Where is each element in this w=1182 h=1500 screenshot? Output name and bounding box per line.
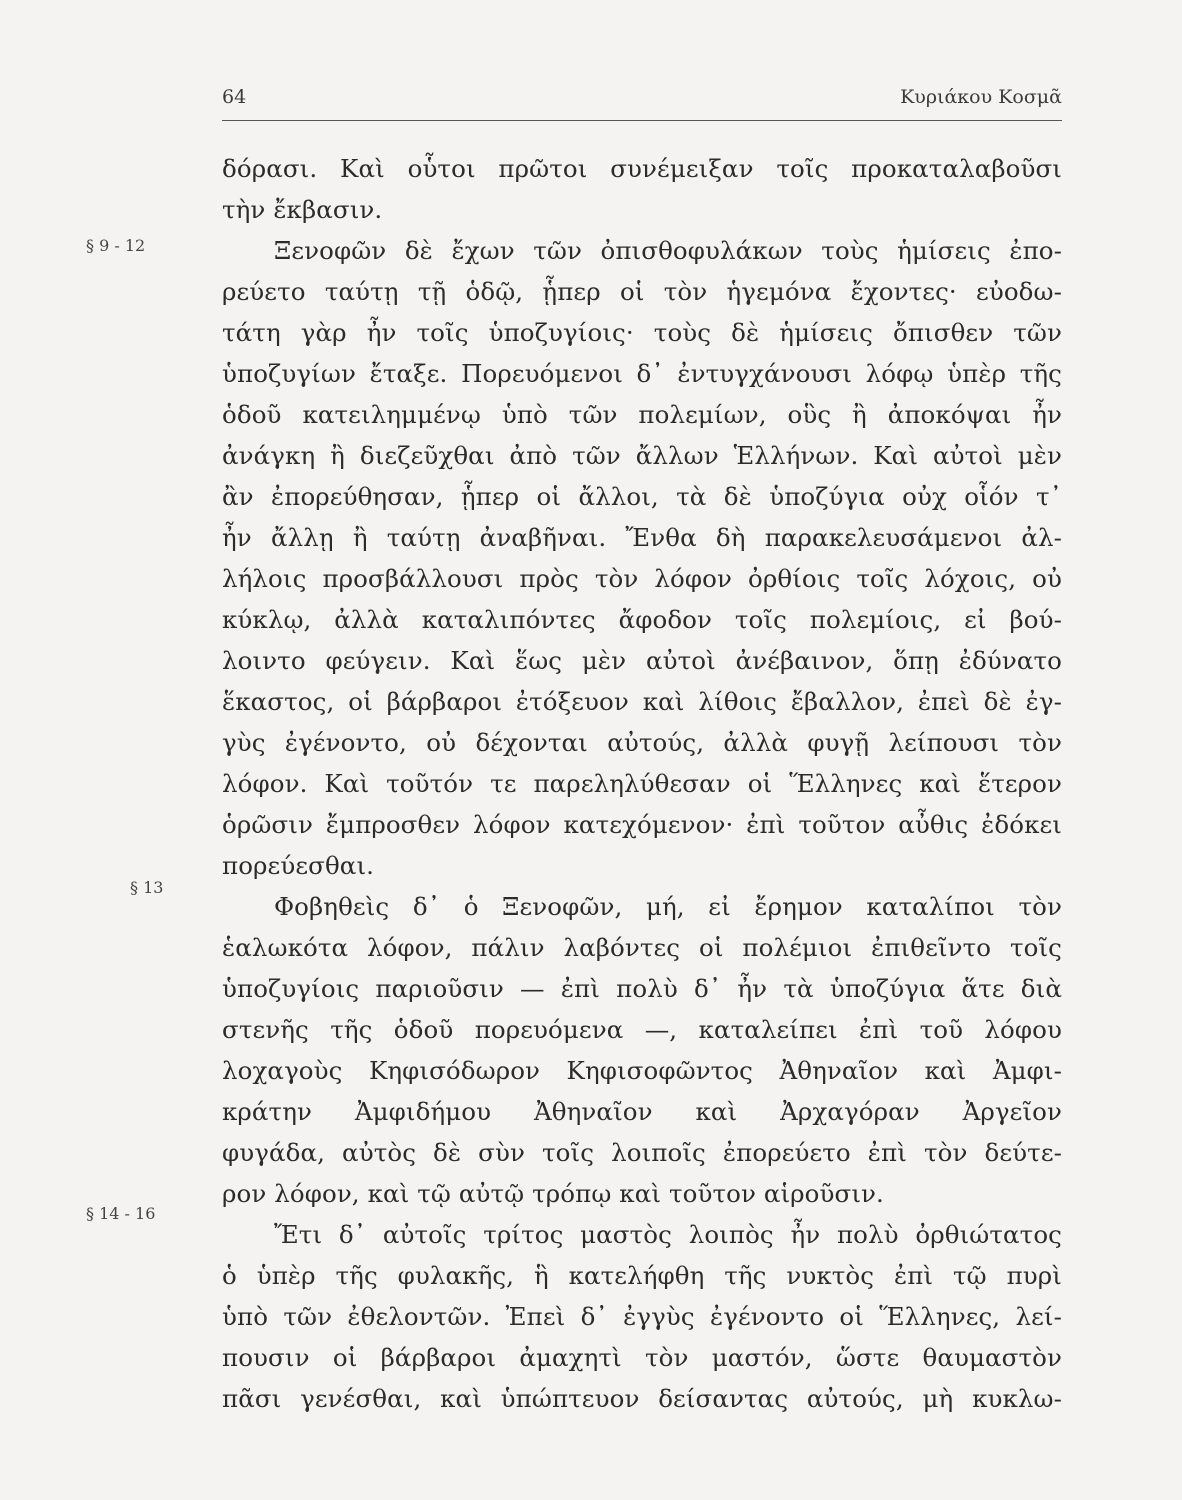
text-line: πορεύεσθαι. xyxy=(222,851,375,880)
text-line: ὁ ὑπὲρ τῆς φυλακῆς, ἣ κατελήφθη τῆς νυκτὸς ἐπὶ τῷ πυρὶ xyxy=(222,1261,1062,1290)
margin-note-section-9-12: § 9 - 12 xyxy=(86,236,146,255)
text-line: ἀνάγκη ἢ διεζεῦχθαι ἀπὸ τῶν ἄλλων Ἑλλήνων. Καὶ αὐτοὶ μὲν xyxy=(222,441,1062,470)
text-line: κράτην Ἀμφιδήμου Ἀθηναῖον καὶ Ἀρχαγόραν Ἀργεῖον xyxy=(222,1097,1062,1126)
text-line: πᾶσι γενέσθαι, καὶ ὑπώπτευον δείσαντας αὐτούς, μὴ κυκλω- xyxy=(222,1384,1062,1413)
margin-note-section-13: § 13 xyxy=(130,878,164,897)
text-line: ὁρῶσιν ἔμπροσθεν λόφον κατεχόμενον· ἐπὶ τοῦτον αὖθις ἐδόκει xyxy=(222,810,1062,839)
text-line: στενῆς τῆς ὁδοῦ πορευόμενα —, καταλείπει ἐπὶ τοῦ λόφου xyxy=(222,1015,1062,1044)
text-line: τάτη γὰρ ἦν τοῖς ὑποζυγίοις· τοὺς δὲ ἡμίσεις ὄπισθεν τῶν xyxy=(222,318,1062,347)
page-number: 64 xyxy=(222,86,247,108)
text-line: ἦν ἄλλῃ ἢ ταύτῃ ἀναβῆναι. Ἔνθα δὴ παρακελευσάμενοι ἀλ- xyxy=(222,523,1062,552)
page-header xyxy=(222,80,1062,121)
text-line: ρεύετο ταύτῃ τῇ ὁδῷ, ᾗπερ οἱ τὸν ἡγεμόνα ἔχοντες· εὐοδω- xyxy=(222,277,1062,306)
text-line: Ἔτι δ᾽ αὐτοῖς τρίτος μαστὸς λοιπὸς ἦν πολὺ ὀρθιώτατος xyxy=(274,1220,1062,1249)
text-line: δόρασι. Καὶ οὗτοι πρῶτοι συνέμειξαν τοῖς προκαταλαβοῦσι xyxy=(222,154,1062,183)
text-line: ἕκαστος, οἱ βάρβαροι ἐτόξευον καὶ λίθοις ἔβαλλον, ἐπεὶ δὲ ἐγ- xyxy=(222,687,1062,716)
running-head: Κυριάκου Κοσμᾶ xyxy=(900,86,1062,108)
text-line: λοχαγοὺς Κηφισόδωρον Κηφισοφῶντος Ἀθηναῖον καὶ Ἀμφι- xyxy=(222,1056,1062,1085)
text-line: Φοβηθεὶς δ᾽ ὁ Ξενοφῶν, μή, εἰ ἔρημον καταλίποι τὸν xyxy=(274,892,1062,921)
text-line: ὑποζυγίοις παριοῦσιν — ἐπὶ πολὺ δ᾽ ἦν τὰ ὑποζύγια ἅτε διὰ xyxy=(222,974,1062,1003)
text-line: ἂν ἐπορεύθησαν, ᾗπερ οἱ ἄλλοι, τὰ δὲ ὑποζύγια οὐχ οἷόν τ᾽ xyxy=(222,482,1062,511)
margin-note-section-14-16: § 14 - 16 xyxy=(86,1204,156,1223)
text-line: ρον λόφον, καὶ τῷ αὐτῷ τρόπῳ καὶ τοῦτον αἱροῦσιν. xyxy=(222,1179,884,1208)
text-line: κύκλῳ, ἀλλὰ καταλιπόντες ἄφοδον τοῖς πολεμίοις, εἰ βού- xyxy=(222,605,1062,634)
text-line: τὴν ἔκβασιν. xyxy=(222,195,383,224)
text-line: φυγάδα, αὐτὸς δὲ σὺν τοῖς λοιποῖς ἐπορεύετο ἐπὶ τὸν δεύτε- xyxy=(222,1138,1062,1167)
text-line: Ξενοφῶν δὲ ἔχων τῶν ὀπισθοφυλάκων τοὺς ἡμίσεις ἐπο- xyxy=(274,236,1062,265)
text-line: ὑποζυγίων ἔταξε. Πορευόμενοι δ᾽ ἐντυγχάνουσι λόφῳ ὑπὲρ τῆς xyxy=(222,359,1062,388)
body-text xyxy=(222,148,1062,1419)
text-line: λήλοις προσβάλλουσι πρὸς τὸν λόφον ὀρθίοις τοῖς λόχοις, οὐ xyxy=(222,564,1062,593)
text-line: ὁδοῦ κατειλημμένῳ ὑπὸ τῶν πολεμίων, οὓς ἢ ἀποκόψαι ἦν xyxy=(222,400,1062,429)
text-line: ὑπὸ τῶν ἐθελοντῶν. Ἐπεὶ δ᾽ ἐγγὺς ἐγένοντο οἱ Ἕλληνες, λεί- xyxy=(222,1302,1062,1331)
text-line: γὺς ἐγένοντο, οὐ δέχονται αὐτούς, ἀλλὰ φυγῇ λείπουσι τὸν xyxy=(222,728,1062,757)
text-line: ἑαλωκότα λόφον, πάλιν λαβόντες οἱ πολέμιοι ἐπιθεῖντο τοῖς xyxy=(222,933,1062,962)
text-line: λοιντο φεύγειν. Καὶ ἕως μὲν αὐτοὶ ἀνέβαινον, ὅπῃ ἐδύνατο xyxy=(222,646,1062,675)
text-line: πουσιν οἱ βάρβαροι ἀμαχητὶ τὸν μαστόν, ὥστε θαυμαστὸν xyxy=(222,1343,1062,1372)
text-line: λόφον. Καὶ τοῦτόν τε παρεληλύθεσαν οἱ Ἕλληνες καὶ ἕτερον xyxy=(222,769,1062,798)
